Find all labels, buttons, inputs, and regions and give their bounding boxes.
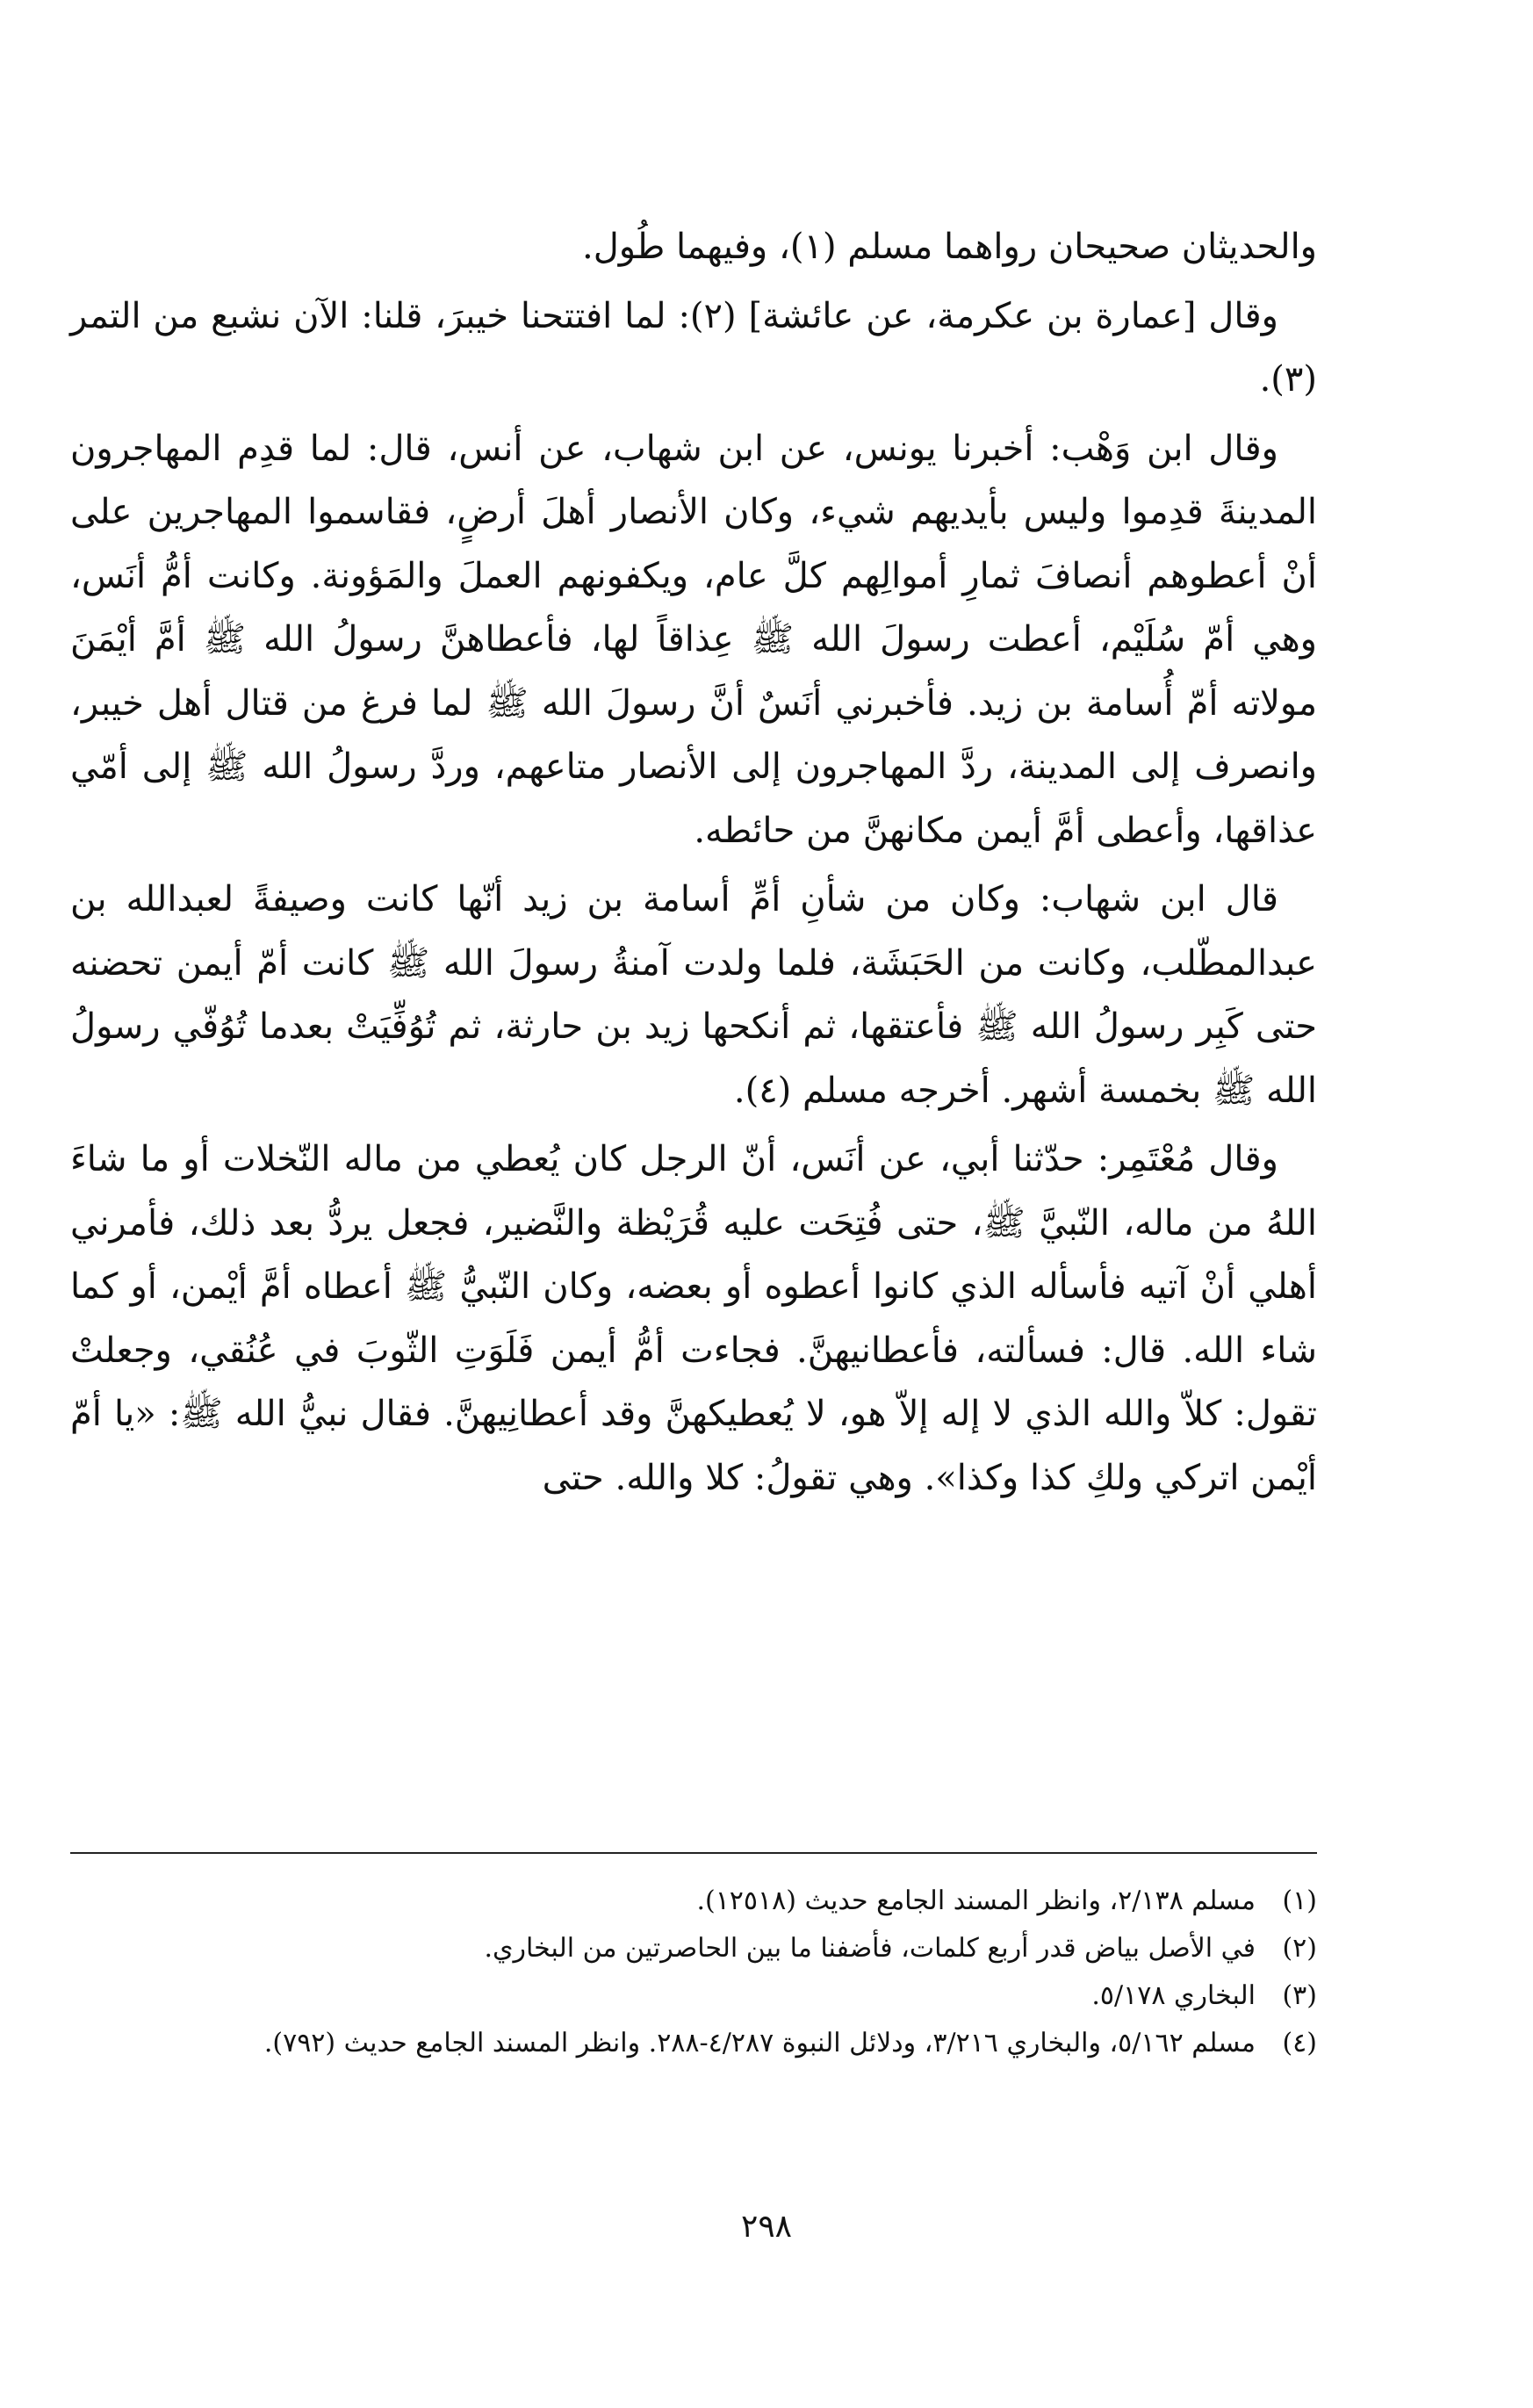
footnote-text: في الأصل بياض قدر أربع كلمات، فأضفنا ما بين الحاصرتين من البخاري. [484,1933,1256,1964]
footnote-1 [70,1878,1317,1925]
paragraph-2: وقال [عمارة بن عكرمة، عن عائشة] (٢): لما افتتحنا خيبرَ، قلنا: الآن نشبع من التمر (٣). [70,295,1317,400]
footnote-2 [70,1925,1317,1972]
paragraph-3: وقال ابن وَهْب: أخبرنا يونس، عن ابن شهاب، عن أنس، قال: لما قدِم المهاجرون المدينةَ قدِموا وليس بأيديهم شيء، وكان الأنصار أهلَ أرضٍ، فقاسموا المهاجرين على أنْ أعطوهم أنصافَ ثمارِ أموالِهم كلَّ عام، ويكفونهم العملَ والمَؤونة. وكانت أمُّ أنَس، وهي أمّ سُلَيْم، أعطت رسولَ الله ﷺ عِذاقاً لها، فأعطاهنَّ رسولُ الله ﷺ أمَّ أيْمَنَ مولاته أمّ أُسامة بن زيد. فأخبرني أنَسٌ أنَّ رسولَ الله ﷺ لما فرغ من قتال أهل خيبر، وانصرف إلى المدينة، ردَّ المهاجرون إلى الأنصار متاعهم، وردَّ رسولُ الله ﷺ إلى أمّي عذاقها، وأعطى أمَّ أيمن مكانهنَّ من حائطه. [70,428,1317,851]
footnote-3 [70,1972,1317,2020]
footnote-number: (٤) [1282,2028,1317,2058]
paragraph-1: والحديثان صحيحان رواهما مسلم (١)، وفيهما طُول. [582,227,1317,267]
footnote-number: (٢) [1282,1933,1317,1964]
footnote-text: مسلم ٥/١٦٢، والبخاري ٣/٢١٦، ودلائل النبوة ٤/٢٨٧-٢٨٨. وانظر المسند الجامع حديث (٧٩٢). [263,2028,1256,2058]
footnotes [70,1878,1317,2067]
footnote-4 [70,2020,1317,2067]
footnote-text: مسلم ٢/١٣٨، وانظر المسند الجامع حديث (١٢٥١٨). [696,1885,1256,1916]
paragraph-4: قال ابن شهاب: وكان من شأنِ أمِّ أسامة بن زيد أنّها كانت وصيفةً لعبدالله بن عبدالمطّلب، وكانت من الحَبَشَة، فلما ولدت آمنةُ رسولَ الله ﷺ كانت أمّ أيمن تحضنه حتى كَبِر رسولُ الله ﷺ فأعتقها، ثم أنكحها زيد بن حارثة، ثم تُوُفِّيَتْ بعدما تُوُفّي رسولُ الله ﷺ بخمسة أشهر. أخرجه مسلم (٤). [70,879,1317,1111]
footnote-text: البخاري ٥/١٧٨. [1091,1980,1256,2011]
paragraph-5: وقال مُعْتَمِر: حدّثنا أبي، عن أنَس، أنّ الرجل كان يُعطي من ماله النّخلات أو ما شاءَ اللهُ من ماله، النّبيَّ ﷺ، حتى فُتِحَت عليه قُرَيْظة والنَّضير، فجعل يردُّ بعد ذلك، فأمرني أهلي أنْ آتيه فأسأله الذي كانوا أعطوه أو بعضه، وكان النّبيُّ ﷺ أعطاه أمَّ أيْمن، أو كما شاء الله. قال: فسألته، فأعطانيهنَّ. فجاءت أمُّ أيمن فَلَوَتِ الثّوبَ في عُنُقي، وجعلتْ تقول: كلاّ والله الذي لا إله إلاّ هو، لا يُعطيكهنَّ وقد أعطانِيهنَّ. فقال نبيُّ الله ﷺ: «يا أمّ أيْمن اتركي ولكِ كذا وكذا». وهي تقولُ: كلا والله. حتى [70,1139,1317,1498]
footnote-divider [70,1852,1317,1854]
page-number: ٢٩٨ [740,2209,792,2245]
footnote-number: (٣) [1282,1980,1317,2011]
footnote-number: (١) [1282,1885,1317,1916]
main-text [70,215,1317,1515]
